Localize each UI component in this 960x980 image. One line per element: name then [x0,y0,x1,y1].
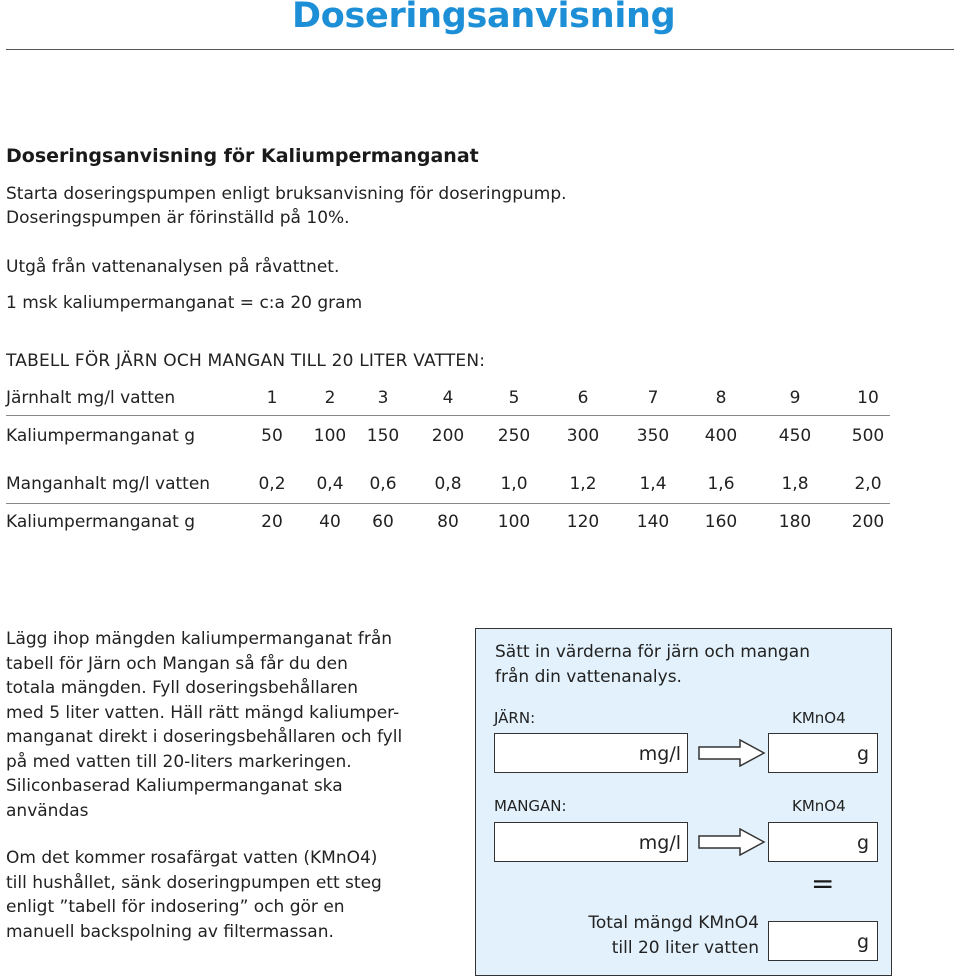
table-cell: 1,2 [569,474,597,494]
table-cell: 5 [508,388,520,408]
instruction-line: användas [6,800,89,821]
instruction-line: enligt ”tabell för indosering” och gör en [6,897,345,917]
table-cell: 4 [442,388,454,408]
unit-g: g [856,832,869,854]
table-cell: 350 [636,426,670,446]
section-heading: Doseringsanvisning för Kaliumpermanganat [6,145,479,167]
table-cell: 450 [778,426,812,446]
iron-mgl-input[interactable] [494,733,688,773]
instruction-line: Om det kommer rosafärgat vatten (KMnO4) [6,848,378,868]
table-cell: 200 [431,426,465,446]
instructions-block [6,627,461,823]
row-divider [6,415,890,416]
table-row-kmno4-manganese [0,512,890,538]
total-g-output[interactable] [768,921,878,961]
box-intro-line-2: från din vattenanalys. [495,667,682,687]
unit-mgl: mg/l [638,743,681,765]
instruction-line: Siliconbaserad Kaliumpermanganat ska [6,776,343,796]
table-row-kmno4-iron [0,426,890,452]
table-cell: 6 [577,388,589,408]
equals-sign: = [811,867,835,900]
table-cell: 0,2 [258,474,286,494]
intro-line-2: Doseringspumpen är förinställd på 10%. [6,208,350,228]
manganese-label: MANGAN: [494,797,567,815]
page-title: Doseringsanvisning [292,0,676,36]
arrow-right-icon [698,828,766,856]
row-label: Manganhalt mg/l vatten [6,474,211,494]
calculation-box [475,628,892,976]
instruction-line: med 5 liter vatten. Häll rätt mängd kaliumper- [6,702,400,723]
spoon-note: 1 msk kaliumpermanganat = c:a 20 gram [6,293,363,313]
total-label-line-1: Total mängd KMnO4 [588,913,759,933]
table-cell: 1,0 [500,474,528,494]
table-cell: 20 [261,512,283,532]
kmno4-label-manganese: KMnO4 [792,797,846,815]
manganese-mgl-input[interactable] [494,822,688,862]
table-cell: 2,0 [854,474,882,494]
table-cell: 50 [261,426,283,446]
arrow-right-icon [698,739,766,767]
table-cell: 10 [857,388,879,408]
table-cell: 400 [704,426,738,446]
table-cell: 3 [377,388,389,408]
instruction-line: Lägg ihop mängden kaliumpermanganat från [6,629,393,649]
row-label: Kaliumpermanganat g [6,426,196,446]
pink-water-note [6,846,461,944]
table-cell: 1 [266,388,278,408]
table-cell: 140 [636,512,670,532]
unit-mgl: mg/l [638,832,681,854]
table-heading: TABELL FÖR JÄRN OCH MANGAN TILL 20 LITER VATTEN: [6,351,486,371]
table-cell: 120 [566,512,600,532]
table-cell: 300 [566,426,600,446]
total-label-line-2: till 20 liter vatten [611,938,759,958]
analysis-note: Utgå från vattenanalysen på råvattnet. [6,257,340,277]
table-cell: 1,8 [781,474,809,494]
instruction-line: manganat direkt i doseringsbehållaren och fyll [6,727,403,747]
table-cell: 80 [437,512,459,532]
table-cell: 9 [789,388,801,408]
table-cell: 0,6 [369,474,397,494]
instruction-line: till hushållet, sänk doseringpumpen ett steg [6,872,382,893]
table-cell: 0,4 [316,474,344,494]
unit-g: g [856,931,869,953]
table-cell: 160 [704,512,738,532]
row-label: Kaliumpermanganat g [6,512,196,532]
table-cell: 1,4 [639,474,667,494]
table-cell: 180 [778,512,812,532]
table-cell: 1,6 [707,474,735,494]
table-cell: 8 [715,388,727,408]
table-cell: 60 [372,512,394,532]
kmno4-label-iron: KMnO4 [792,709,846,727]
table-row-iron [0,388,890,414]
instruction-line: totala mängden. Fyll doseringsbehållaren [6,678,358,698]
table-cell: 250 [497,426,531,446]
instruction-line: på med vatten till 20-liters markeringen. [6,751,352,772]
instruction-line: tabell för Järn och Mangan så får du den [6,653,348,674]
table-cell: 100 [497,512,531,532]
table-cell: 500 [851,426,885,446]
row-label: Järnhalt mg/l vatten [6,388,176,408]
iron-label: JÄRN: [494,709,536,727]
table-cell: 7 [647,388,659,408]
unit-g: g [856,743,869,765]
row-divider [6,503,890,504]
table-cell: 2 [324,388,336,408]
table-cell: 150 [366,426,400,446]
table-row-manganese [0,474,890,500]
box-intro-line-1: Sätt in värderna för järn och mangan [495,642,810,662]
table-cell: 100 [313,426,347,446]
table-cell: 0,8 [434,474,462,494]
manganese-g-output[interactable] [768,822,878,862]
table-cell: 40 [319,512,341,532]
table-cell: 200 [851,512,885,532]
intro-line-1: Starta doseringspumpen enligt bruksanvisning för doseringpump. [6,184,567,204]
iron-g-output[interactable] [768,733,878,773]
instruction-line: manuell backspolning av filtermassan. [6,921,334,942]
